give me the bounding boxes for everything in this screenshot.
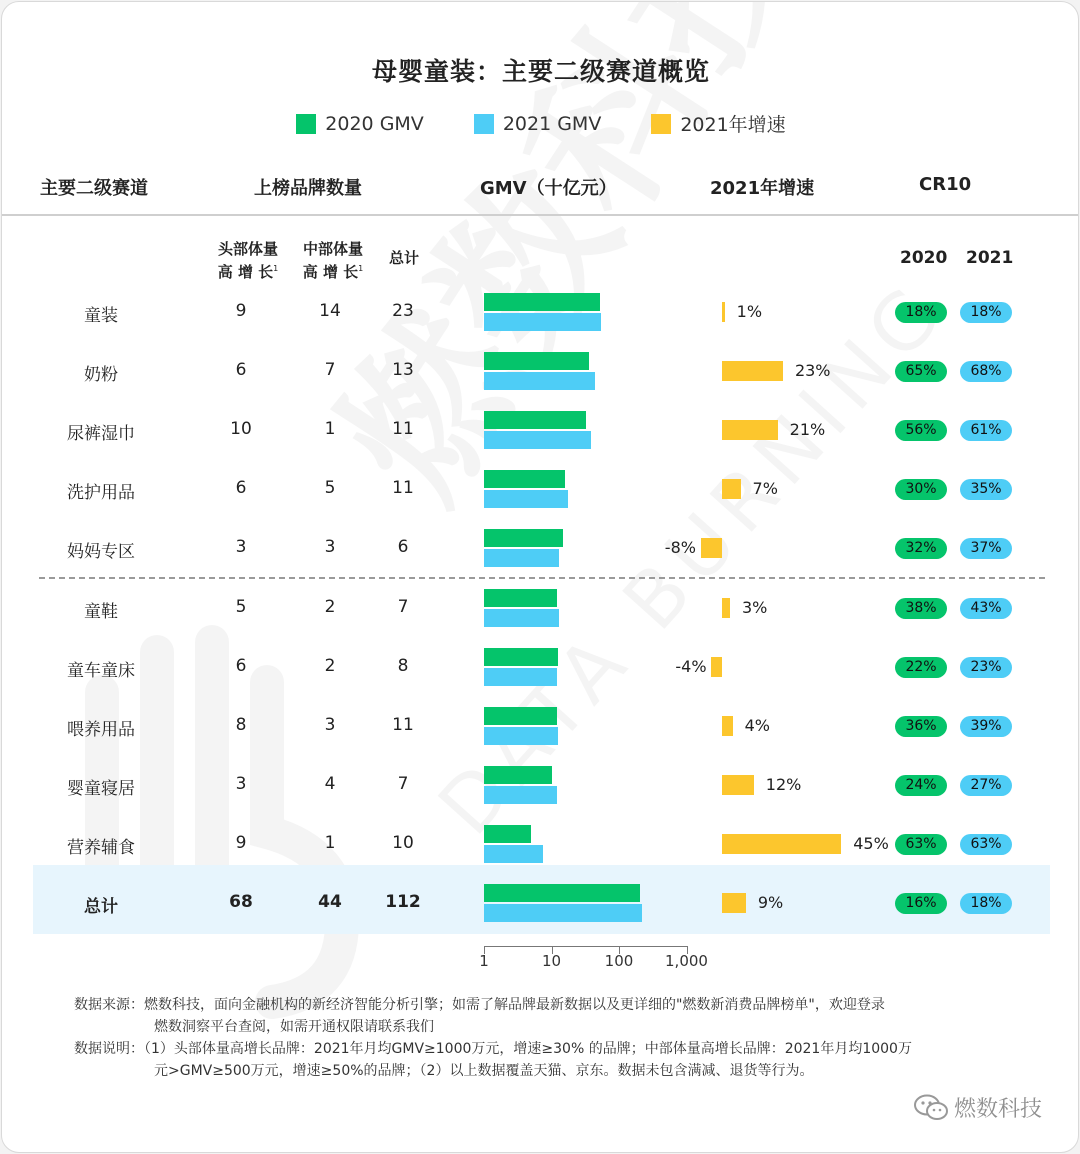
gmv-bar-2020 <box>484 470 565 488</box>
cr10-2020-pill: 24% <box>895 775 947 796</box>
row-head-count: 68 <box>229 892 253 912</box>
row-mid-count: 14 <box>319 301 341 321</box>
growth-label: 9% <box>757 893 784 912</box>
growth-label: 23% <box>794 361 831 381</box>
cr10-2021-pill: 35% <box>960 479 1012 500</box>
legend-label-growth: 2021年增速 <box>680 114 786 136</box>
subheader-mid-line2: 高 增 长 <box>302 263 359 281</box>
row-name: 童鞋 <box>84 601 118 622</box>
row-mid-count: 7 <box>324 360 336 381</box>
subheader-head-growth <box>210 240 286 282</box>
row-head-count: 6 <box>235 478 247 499</box>
growth-bar <box>722 302 725 322</box>
gmv-bar-2020 <box>484 825 531 843</box>
row-mid-count: 3 <box>324 714 336 735</box>
subheader-total: 总计 <box>388 249 419 267</box>
row-total-count: 23 <box>392 301 414 321</box>
gmv-bar-2021 <box>484 431 591 449</box>
header-category: 主要二级赛道 <box>40 178 148 199</box>
subheader-mid-line1: 中部体量 <box>302 240 363 258</box>
growth-bar <box>722 479 741 499</box>
row-mid-count: 3 <box>324 537 336 558</box>
cr10-2020-pill: 16% <box>895 893 947 914</box>
gmv-bar-2020 <box>484 352 589 370</box>
brand-label: 燃数科技 <box>953 1097 1042 1122</box>
cr10-2021-pill: 68% <box>960 361 1012 382</box>
row-name: 婴童寝居 <box>67 778 135 799</box>
row-total-count: 11 <box>392 714 414 735</box>
growth-bar <box>722 775 754 795</box>
cr10-2020-pill: 22% <box>895 657 947 678</box>
gmv-bar-2020 <box>484 707 557 725</box>
growth-label: 3% <box>741 597 768 617</box>
x-axis-line <box>484 946 687 947</box>
gmv-bar-2020 <box>484 529 563 547</box>
row-total-count: 112 <box>385 892 421 912</box>
header-cr10: CR10 <box>919 174 972 195</box>
subheader-mid-growth <box>295 240 371 282</box>
chart-card <box>1 1 1079 1153</box>
row-total-count: 7 <box>397 596 409 617</box>
gmv-bar-2021 <box>484 786 557 804</box>
row-total-count: 11 <box>392 478 414 499</box>
growth-bar <box>722 893 746 913</box>
row-head-count: 6 <box>235 655 247 676</box>
x-axis-tick-label: 1,000 <box>665 952 708 970</box>
x-axis-tick-label: 1 <box>479 952 489 970</box>
gmv-bar-2020 <box>484 589 557 607</box>
cr10-2020-pill: 65% <box>895 361 947 382</box>
gmv-bar-2021 <box>484 727 558 745</box>
row-head-count: 10 <box>230 419 252 440</box>
note-source-line2: 燃数洞察平台查阅，如需开通权限请联系我们 <box>154 1019 434 1035</box>
legend-label-2020: 2020 GMV <box>325 112 424 135</box>
cr10-2021-pill: 18% <box>960 893 1012 914</box>
x-axis-tick-label: 10 <box>541 952 562 970</box>
cr10-2020-pill: 38% <box>895 598 947 619</box>
gmv-bar-2021 <box>484 549 559 567</box>
row-mid-count: 5 <box>324 478 336 499</box>
cr10-2020-pill: 36% <box>895 716 947 737</box>
row-name: 童车童床 <box>67 660 135 681</box>
row-head-count: 9 <box>235 301 247 321</box>
cr10-2020-pill: 32% <box>895 538 947 559</box>
legend <box>2 110 1079 137</box>
cr10-2021-pill: 39% <box>960 716 1012 737</box>
gmv-bar-2021 <box>484 609 559 627</box>
cr10-2021-pill: 43% <box>960 598 1012 619</box>
growth-label: -8% <box>664 538 696 558</box>
gmv-bar-2021 <box>484 372 595 390</box>
subheader-head-line2-wrap <box>210 259 286 282</box>
row-head-count: 9 <box>235 832 247 853</box>
row-mid-count: 2 <box>324 655 336 676</box>
row-head-count: 3 <box>235 537 247 558</box>
row-name: 童装 <box>84 306 118 326</box>
row-name: 总计 <box>84 897 118 917</box>
row-head-count: 8 <box>235 714 247 735</box>
subheader-mid-line2-wrap <box>295 259 371 282</box>
row-head-count: 6 <box>235 360 247 381</box>
growth-bar <box>722 361 783 381</box>
cr10-2021-pill: 23% <box>960 657 1012 678</box>
row-total-count: 7 <box>397 773 409 794</box>
growth-label: 21% <box>789 420 826 440</box>
footnote-mark: 1 <box>358 264 364 273</box>
gmv-bar-2020 <box>484 648 558 666</box>
cr10-2021-pill: 61% <box>960 420 1012 441</box>
wechat-icon <box>914 1094 948 1122</box>
brand-mark <box>914 1092 1042 1123</box>
cr10-2020-pill: 63% <box>895 834 947 855</box>
row-head-count: 3 <box>235 773 247 794</box>
gmv-bar-2021 <box>484 845 543 863</box>
row-total-count: 8 <box>397 655 409 676</box>
footnote-mark: 1 <box>273 264 279 273</box>
row-name: 尿裤湿巾 <box>67 424 135 445</box>
growth-bar <box>722 834 841 854</box>
growth-bar <box>722 420 778 440</box>
header-gmv: GMV（十亿元） <box>480 178 617 199</box>
growth-bar <box>701 538 722 558</box>
legend-item-growth <box>651 110 785 137</box>
header-divider <box>2 214 1079 216</box>
row-mid-count: 4 <box>324 773 336 794</box>
growth-label: 4% <box>744 715 770 735</box>
row-mid-count: 1 <box>324 419 336 440</box>
row-head-count: 5 <box>235 596 247 617</box>
growth-label: 12% <box>765 774 802 794</box>
row-total-count: 13 <box>392 360 414 381</box>
legend-swatch-2020 <box>296 114 316 134</box>
gmv-bar-2020 <box>484 884 640 902</box>
x-axis-tick-label: 100 <box>604 952 634 970</box>
header-brands: 上榜品牌数量 <box>254 178 362 199</box>
legend-item-2020-gmv <box>296 110 424 137</box>
growth-label: 45% <box>853 833 889 853</box>
row-mid-count: 2 <box>324 596 336 617</box>
legend-swatch-2021 <box>474 114 494 134</box>
gmv-bar-2021 <box>484 668 557 686</box>
chart-title: 母婴童装：主要二级赛道概览 <box>371 57 710 86</box>
growth-bar <box>711 657 722 677</box>
row-name: 妈妈专区 <box>67 542 135 563</box>
cr10-2020-pill: 30% <box>895 479 947 500</box>
row-mid-count: 1 <box>324 832 336 853</box>
cr10-2020-pill: 18% <box>895 302 947 323</box>
cr10-2021-pill: 63% <box>960 834 1012 855</box>
row-name: 营养辅食 <box>67 837 135 858</box>
header-growth: 2021年增速 <box>710 178 815 199</box>
row-name: 喂养用品 <box>67 719 135 740</box>
row-mid-count: 44 <box>318 892 342 912</box>
cr10-2021-pill: 37% <box>960 538 1012 559</box>
growth-label: -4% <box>675 656 707 676</box>
subheader-head-line1: 头部体量 <box>217 240 278 258</box>
gmv-bar-2021 <box>484 490 568 508</box>
legend-item-2021-gmv <box>474 110 602 137</box>
cr10-2021-pill: 18% <box>960 302 1012 323</box>
group-divider <box>39 577 1045 579</box>
subheader-head-line2: 高 增 长 <box>217 263 274 281</box>
gmv-bar-2020 <box>484 293 600 311</box>
cr10-2020-pill: 56% <box>895 420 947 441</box>
growth-label: 7% <box>752 479 778 499</box>
gmv-bar-2020 <box>484 411 586 429</box>
subheader-cr-2020: 2020 <box>900 248 948 268</box>
legend-label-2021: 2021 GMV <box>502 112 602 135</box>
growth-bar <box>722 716 733 736</box>
row-total-count: 11 <box>392 419 414 440</box>
cr10-2021-pill: 27% <box>960 775 1012 796</box>
row-total-count: 6 <box>397 537 409 558</box>
note-source-line1: 数据来源：燃数科技，面向金融机构的新经济智能分析引擎；如需了解品牌最新数据以及更详细的"燃数新消费品牌榜单"，欢迎登录 <box>74 997 885 1013</box>
row-name: 奶粉 <box>84 365 118 386</box>
gmv-bar-2021 <box>484 904 642 922</box>
legend-swatch-growth <box>651 114 671 134</box>
growth-label: 1% <box>736 302 763 321</box>
gmv-bar-2021 <box>484 313 601 331</box>
note-desc-line1: 数据说明：（1）头部体量高增长品牌：2021年月均GMV≥1000万元，增速≥30% 的品牌；中部体量高增长品牌：2021年月均1000万 <box>74 1041 912 1057</box>
note-desc-line2: 元>GMV≥500万元，增速≥50%的品牌；（2）以上数据覆盖天猫、京东。数据未包含满减、退货等行为。 <box>154 1063 814 1079</box>
row-total-count: 10 <box>392 832 414 853</box>
gmv-bar-2020 <box>484 766 552 784</box>
row-name: 洗护用品 <box>67 483 135 504</box>
growth-bar <box>722 598 730 618</box>
subheader-cr-2021: 2021 <box>966 248 1014 268</box>
